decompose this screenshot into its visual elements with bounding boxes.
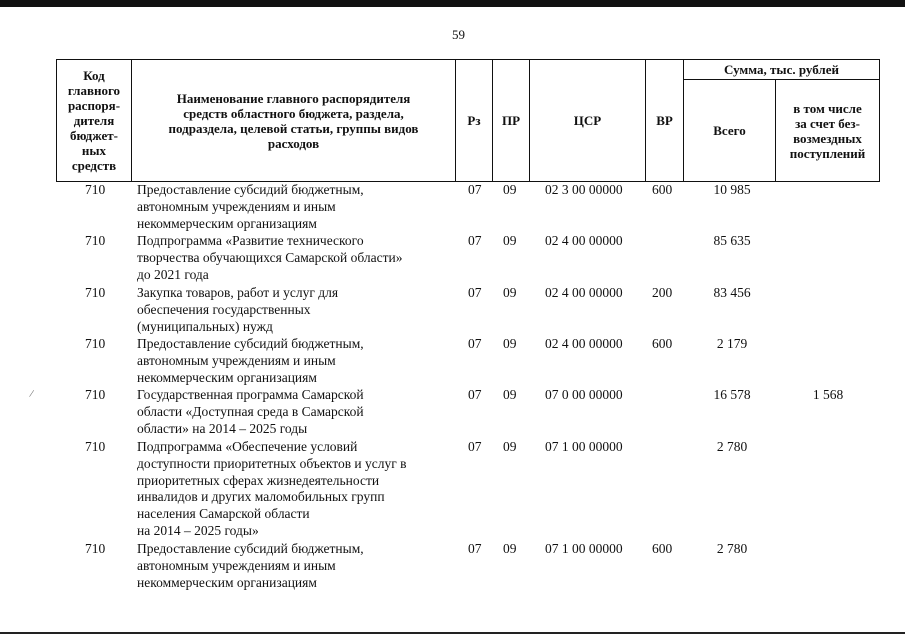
header-name-line: расходов [267,135,320,151]
row-name-line: населения Самарской области [137,506,310,522]
page-number: 59 [452,27,465,42]
row-pr: 09 [503,387,517,402]
bottom-border [0,632,905,634]
header-rz: Рз [467,113,481,128]
row-name-line: некоммерческим организациям [137,215,317,231]
row-name-line: Предоставление субсидий бюджетным, [137,541,364,556]
top-border [0,0,905,7]
header-name-line: подраздела, целевой статьи, группы видов [168,120,419,136]
row-total: 2 179 [716,336,748,351]
row-rz: 07 [468,439,482,454]
header-free-line: поступлений [789,145,866,161]
row-csr: 07 1 00 00000 [545,541,623,556]
row-name-line: Подпрограмма «Развитие технического [137,233,364,248]
row-pr: 09 [503,285,517,300]
row-pr: 09 [503,439,517,454]
row-csr: 07 1 00 00000 [545,439,623,454]
header-pr: ПР [501,113,521,128]
row-code: 710 [85,285,106,300]
header-total: Всего [713,123,746,138]
row-pr: 09 [503,233,517,248]
header-free [776,80,879,181]
row-name-line: автономным учреждениям и иным [137,198,336,214]
header-code-line: главного [67,83,121,98]
row-rz: 07 [468,182,482,197]
header-free-line: возмездных [793,130,862,146]
row-csr: 02 4 00 00000 [545,336,623,351]
row-name-line: некоммерческим организациям [137,369,317,385]
header-free-line: в том числе [793,100,862,116]
row-name-line: инвалидов и других маломобильных групп [137,489,385,505]
header-code-line: ных [81,143,107,158]
row-name [137,336,364,386]
row-name [137,439,407,540]
row-csr: 02 4 00 00000 [545,285,623,300]
row-name-line: Государственная программа Самарской [137,387,364,402]
row-name-line: (муниципальных) нужд [137,318,273,334]
row-code: 710 [85,182,106,197]
row-name-line: доступности приоритетных объектов и услуг в [137,455,407,471]
row-name-line: автономным учреждениям и иным [137,557,336,573]
row-rz: 07 [468,336,482,351]
row-name-line: Предоставление субсидий бюджетным, [137,336,364,351]
header-code-line: Код [83,68,105,83]
scan-speck: / [28,387,35,401]
row-free: 1 568 [812,387,844,402]
row-name-line: Закупка товаров, работ и услуг для [137,285,339,300]
header-csr: ЦСР [573,113,602,128]
row-code: 710 [85,336,106,351]
row-csr: 07 0 00 00000 [545,387,623,402]
row-name-line: области» на 2014 – 2025 годы [137,420,308,436]
row-rz: 07 [468,541,482,556]
row-name [137,285,338,335]
row-name-line: на 2014 – 2025 годы» [137,522,259,538]
row-vr: 600 [652,336,673,351]
row-name [137,387,364,437]
row-name [137,182,364,232]
row-pr: 09 [503,336,517,351]
row-code: 710 [85,541,106,556]
header-code-line: дителя [73,113,115,128]
row-name-line: некоммерческим организациям [137,574,317,590]
row-vr: 600 [652,182,673,197]
header-code [57,60,131,181]
grid-line [879,59,880,182]
header-code-line: распоря- [67,98,121,113]
row-name-line: творчества обучающихся Самарской области» [137,249,403,265]
row-name-line: области «Доступная среда в Самарской [137,403,364,419]
row-code: 710 [85,233,106,248]
row-name [137,541,364,591]
row-name-line: обеспечения государственных [137,301,311,317]
row-total: 83 456 [713,285,751,300]
row-name [137,233,402,283]
header-name [132,60,455,181]
row-name-line: до 2021 года [137,266,209,282]
row-csr: 02 4 00 00000 [545,233,623,248]
header-free-line: за счет без- [795,115,860,131]
row-rz: 07 [468,233,482,248]
row-csr: 02 3 00 00000 [545,182,623,197]
row-code: 710 [85,387,106,402]
header-name-line: Наименование главного распорядителя [176,90,411,106]
row-rz: 07 [468,387,482,402]
row-name-line: приоритетных сферах жизнедеятельности [137,472,380,488]
row-name-line: Предоставление субсидий бюджетным, [137,182,364,197]
row-total: 2 780 [716,439,748,454]
header-vr: ВР [656,113,673,128]
row-pr: 09 [503,541,517,556]
header-code-line: средств [71,158,117,173]
row-total: 85 635 [713,233,751,248]
header-code-line: бюджет- [69,128,118,143]
row-pr: 09 [503,182,517,197]
row-total: 16 578 [713,387,751,402]
row-name-line: Подпрограмма «Обеспечение условий [137,439,358,454]
row-total: 2 780 [716,541,748,556]
header-name-line: средств областного бюджета, раздела, [183,105,404,121]
header-sum: Сумма, тыс. рублей [724,62,839,77]
row-total: 10 985 [713,182,751,197]
row-code: 710 [85,439,106,454]
row-vr: 200 [652,285,673,300]
row-name-line: автономным учреждениям и иным [137,352,336,368]
row-rz: 07 [468,285,482,300]
row-vr: 600 [652,541,673,556]
